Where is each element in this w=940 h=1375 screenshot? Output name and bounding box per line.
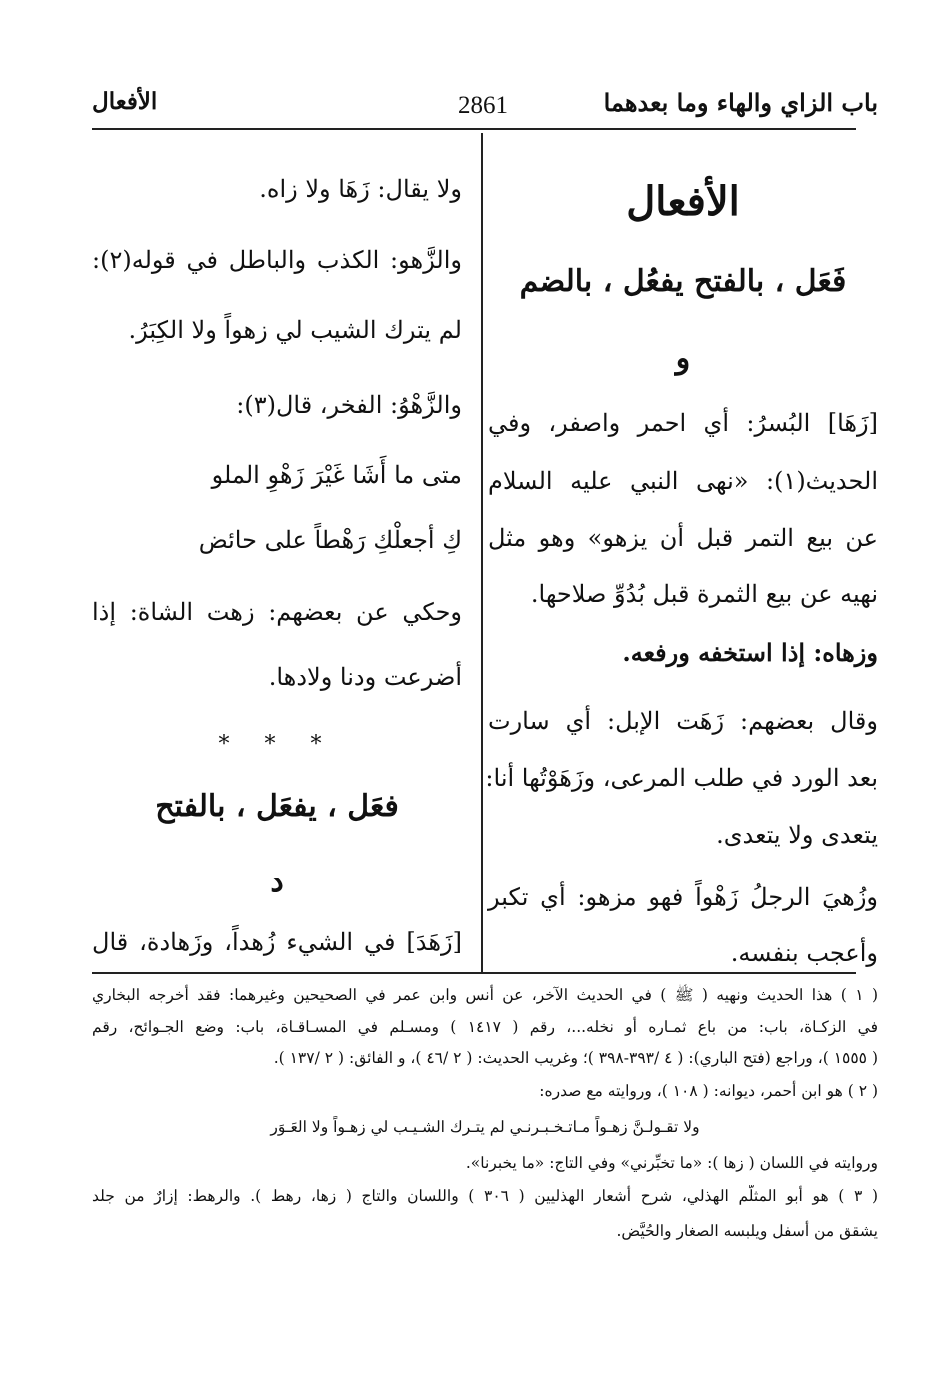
page-number: 2861 <box>458 92 508 119</box>
text-line: وأعجب بنفسه. <box>730 939 878 967</box>
verb-pattern-heading: فَعَل ، بالفتح يفعُل ، بالضم <box>519 264 847 299</box>
text-line: أضرعت ودنا ولادها. <box>268 663 462 691</box>
verb-pattern-heading: فعَل ، يفعَل ، بالفتح <box>155 789 399 824</box>
text-line: [زَهَدَ] في الشيء زُهداً، وزَهادة، قال <box>92 928 462 956</box>
text-line: يتعدى ولا يتعدى. <box>716 821 878 849</box>
text-line: وحكي عن بعضهم: زهت الشاة: إذا <box>92 598 462 626</box>
text-line: وقال بعضهم: زَهَت الإبل: أي سارت <box>488 707 878 735</box>
footnote-line: يشقق من أسفل ويلبسه الصغار والحُيَّض. <box>616 1222 878 1240</box>
verse-line: لم يترك الشيب لي زهواً ولا الكِبَرُ. <box>128 316 462 344</box>
right-column <box>485 130 878 970</box>
section-title: الأفعال <box>92 88 158 115</box>
text-line: والزَّهو: الكذب والباطل في قوله(٢): <box>92 246 462 274</box>
text-line: والزَّهْوُ: الفخر، قال(٣): <box>236 391 462 419</box>
footnote-verse: ولا تقـولـنَّ زهـواً مـاتـخـبـرنـي لم يتـرك الشـيـب لي زهـواً ولا العَـوَر <box>270 1118 700 1136</box>
text-line: نهيه عن بيع الثمرة قبل بُدُوِّ صلاحها. <box>530 580 878 608</box>
root-letter-heading: د <box>270 864 284 899</box>
footnote-rule <box>92 972 856 974</box>
text-line: بعد الورد في طلب المرعى، وزَهَوْتُها أنا: <box>485 764 878 792</box>
footnote-line: ( ٢ ) هو ابن أحمر، ديوانه: ( ١٠٨ )، وروايته مع صدره: <box>539 1082 878 1100</box>
main-heading: الأفعال <box>626 178 740 225</box>
text-line: وزُهيَ الرجلُ زَهْواً فهو مزهو: أي تكبر <box>488 883 878 911</box>
text-line: الحديث(١): «نهى النبي عليه السلام <box>488 467 878 495</box>
left-column <box>92 130 462 970</box>
verse-line: متى ما أَشَا غَيْرَ زَهْوِ الملو <box>211 461 462 489</box>
text-line: [زَهَا] البُسرُ: أي احمر واصفر، وفي <box>488 409 878 437</box>
section-ornament: * * * <box>218 732 336 757</box>
text-line: وزهاه: إذا استخفه ورفعه. <box>622 638 878 667</box>
footnote-line: وروايته في اللسان ( زها ): «ما تخبِّرني» وفي التاج: «ما يخبرنا». <box>465 1154 878 1172</box>
column-divider <box>481 133 483 973</box>
text-line: ولا يقال: زَهَا ولا زاه. <box>259 175 462 203</box>
footnotes <box>92 984 878 1284</box>
footnote-line: ( ١٥٥٥ )، وراجع (فتح الباري): ( ٤ /٣٩٣-٣٩٨ )؛ وغريب الحديث: ( ٢ /٤٦ )، و الفائق: ( ٢ /١٣٧ ). <box>273 1049 878 1067</box>
verse-line: كِ أجعلْكِ رَهْطاً على حائض <box>198 526 462 554</box>
footnote-line: ( ١ ) هذا الحديث ونهيه ( ﷺ ) في الحديث الآخر، عن أنس وابن عمر في الصحيحين وغيرهما: فقد أخرجه البخاري <box>92 986 878 1004</box>
chapter-title: باب الزاي والهاء وما بعدهما <box>603 88 878 117</box>
text-line: عن بيع التمر قبل أن يزهو» وهو مثل <box>488 524 878 552</box>
root-letter-heading: و <box>675 341 691 376</box>
footnote-line: في الزكـاة، باب: من باع ثمـاره أو نخله...، رقم ( ١٤١٧ ) ومسـلم في المسـاقـاة، باب: وضع الجـوائح، رقم <box>92 1018 878 1036</box>
footnote-line: ( ٣ ) هو أبو المثلَّم الهذلي، شرح أشعار الهذليين ( ٣٠٦ ) واللسان والتاج ( زها، رهط ). والرهط: إزارٌ من جلد <box>92 1187 878 1205</box>
